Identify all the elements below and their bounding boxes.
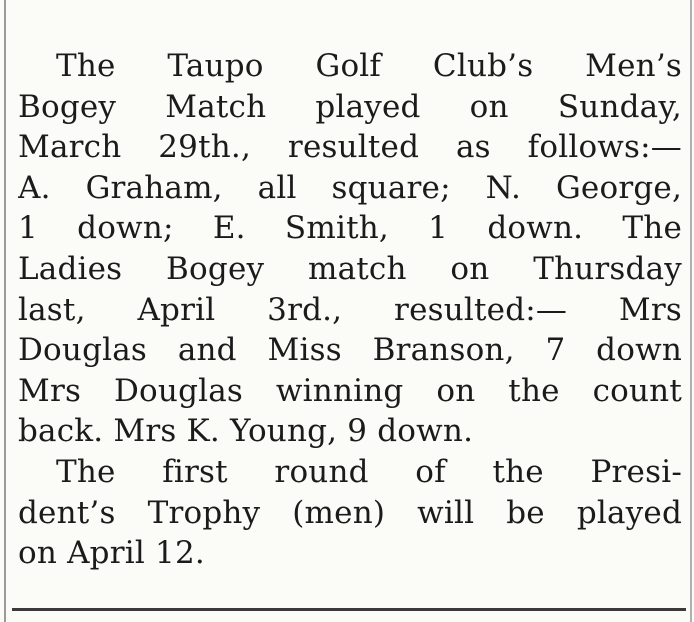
article-line: The Taupo Golf Club’s Men’s xyxy=(56,48,682,84)
article-line: Bogey Match played on Sunday, xyxy=(18,88,682,125)
article-line: Douglas and Miss Branson, 7 down xyxy=(18,332,682,369)
article-line: March 29th., resulted as follows:— xyxy=(18,129,682,166)
article-line: The first round of the Presi- xyxy=(56,453,682,490)
golf-club-article xyxy=(18,46,682,574)
article-line: dent’s Trophy (men) will be played xyxy=(18,494,682,531)
article-line: A. Graham, all square; N. George, xyxy=(18,169,682,206)
article-line: back. Mrs K. Young, 9 down. xyxy=(18,413,474,450)
article-line: last, April 3rd., resulted:— Mrs xyxy=(18,291,682,328)
article-line: Mrs Douglas winning on the count xyxy=(18,372,682,409)
right-column-rule xyxy=(690,0,692,622)
article-line: 1 down; E. Smith, 1 down. The xyxy=(18,210,682,247)
bottom-divider-rule xyxy=(12,608,686,611)
article-line: on April 12. xyxy=(18,535,205,572)
left-column-rule xyxy=(4,0,6,622)
article-line: Ladies Bogey match on Thursday xyxy=(18,250,682,287)
